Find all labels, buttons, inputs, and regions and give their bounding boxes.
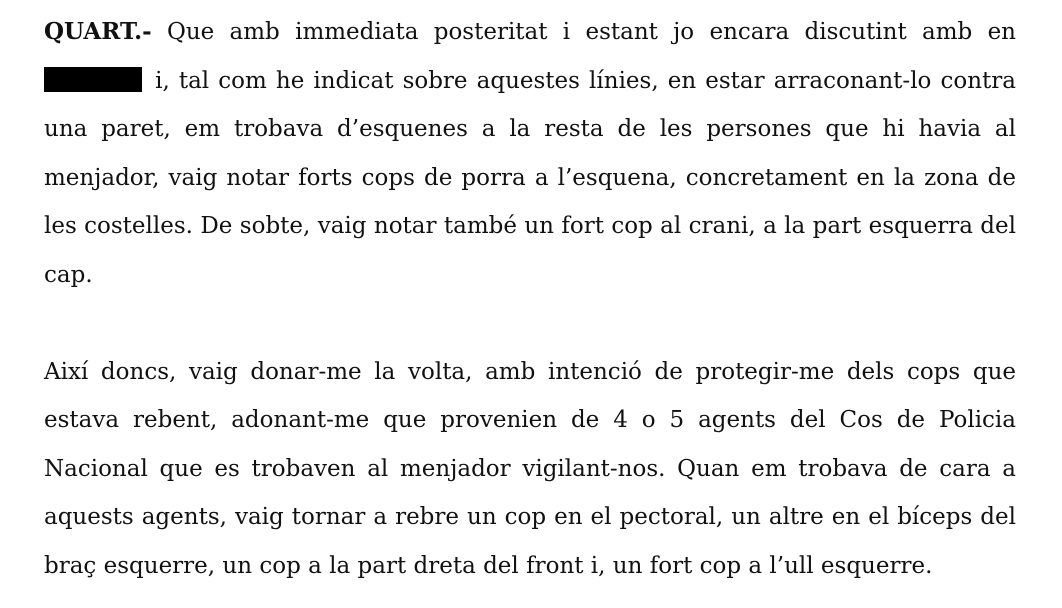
paragraph-text-start: Que amb immediata posteritat i estant jo encara discutint amb en bbox=[151, 19, 1016, 45]
paragraph-aixi-doncs: Així doncs, vaig donar-me la volta, amb intenció de protegir-me dels cops que estava rebent, adonant-me que provenien de 4 o 5 agents del Cos de Policia Nacional que es trobaven al menjador vigilant-nos. Quan em trobava de cara a aquests agents, vaig tornar a rebre un cop en el pectoral, un altre en el bíceps del braç esquerre, un cop a la part dreta del front i, un fort cop a l’ull esquerre. bbox=[44, 358, 1016, 579]
paragraph-text-continued: i, tal com he indicat sobre aquestes línies, en estar arraconant-lo contra una paret, em trobava d’esquenes a la resta de les persones que hi havia al menjador, vaig notar forts cops de porra a l’esquena, concretament en la zona de les costelles. De sobte, vaig notar també un fort cop al crani, a la part esquerra del cap. bbox=[44, 67, 1016, 288]
document-page bbox=[44, 8, 1016, 590]
section-label: QUART.- bbox=[44, 18, 152, 45]
redaction-block bbox=[44, 67, 142, 92]
paragraph-quart bbox=[44, 8, 1016, 299]
